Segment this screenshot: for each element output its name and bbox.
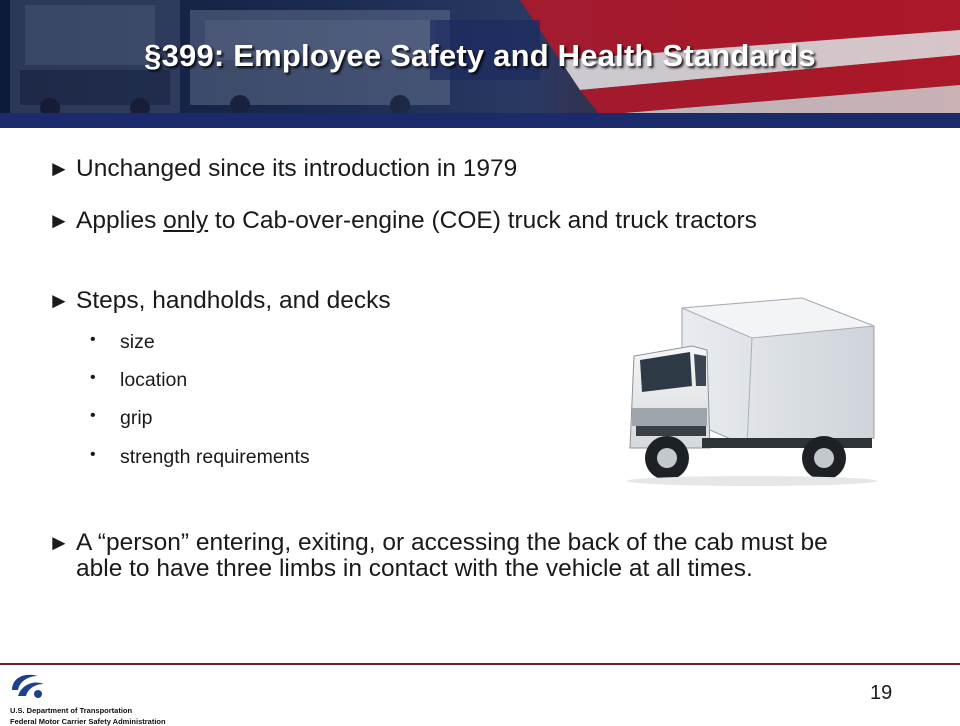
bullet-item — [48, 208, 878, 234]
arrow-bullet-icon: ► — [48, 288, 70, 313]
sub-bullet-item — [92, 407, 153, 430]
arrow-bullet-icon: ► — [48, 208, 70, 233]
dot-bullet-icon: • — [90, 407, 96, 424]
dot-logo-icon — [8, 668, 48, 704]
bullet-item — [48, 530, 878, 582]
sub-bullet-item — [92, 331, 155, 354]
logo-text-dept: U.S. Department of Transportation — [10, 706, 133, 715]
arrow-bullet-icon: ► — [48, 156, 70, 181]
logo-text-agency: Federal Motor Carrier Safety Administration — [10, 717, 166, 726]
sub-bullet-text: strength requirements — [120, 446, 310, 468]
usdot-fmcsa-logo — [6, 668, 176, 726]
sub-bullet-text: size — [120, 331, 155, 353]
bullet-text-part: to Cab-over-engine (COE) truck and truck tractors — [208, 207, 757, 234]
emphasis-text: only — [163, 207, 209, 234]
sub-bullet-item — [92, 369, 187, 392]
bullet-text: Unchanged since its introduction in 1979 — [76, 155, 518, 182]
dot-bullet-icon: • — [90, 331, 96, 348]
sub-bullet-text: location — [120, 369, 188, 391]
bullet-text — [48, 208, 878, 234]
coe-truck-image — [612, 268, 882, 488]
bullet-text: A “person” entering, exiting, or accessing the back of the cab must be able to have three limbs in contact with the vehicle at all times. — [76, 529, 828, 582]
bullet-text: Steps, handholds, and decks — [76, 287, 391, 314]
sub-bullet-item — [92, 446, 310, 469]
page-title: §399: Employee Safety and Health Standards — [144, 38, 816, 73]
banner-divider — [0, 113, 960, 128]
page-number: 19 — [870, 682, 893, 704]
arrow-bullet-icon: ► — [48, 530, 70, 555]
bullet-item — [48, 156, 878, 182]
dot-bullet-icon: • — [90, 446, 96, 463]
dot-bullet-icon: • — [90, 369, 96, 386]
bullet-text-part: Applies — [76, 207, 164, 234]
footer-divider — [0, 663, 960, 665]
sub-bullet-text: grip — [120, 407, 153, 429]
header-banner — [0, 0, 960, 128]
